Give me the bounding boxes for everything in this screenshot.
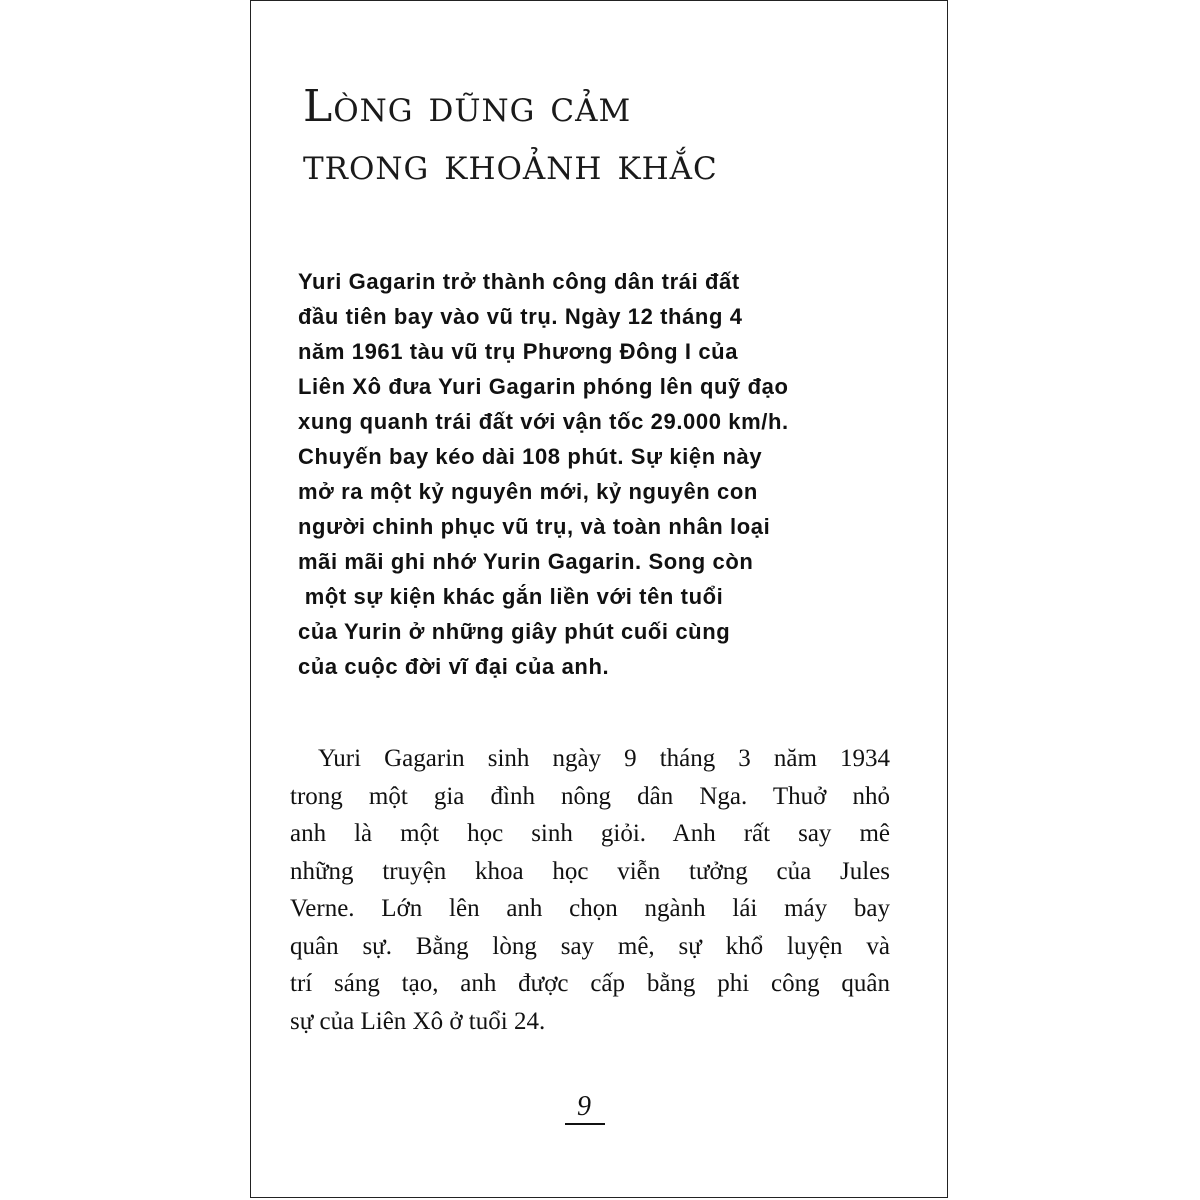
intro-line: năm 1961 tàu vũ trụ Phương Đông I của bbox=[298, 339, 739, 364]
intro-line: người chinh phục vũ trụ, và toàn nhân loại bbox=[298, 514, 771, 539]
intro-line: đầu tiên bay vào vũ trụ. Ngày 12 tháng 4 bbox=[298, 304, 743, 329]
body-line: trong một gia đình nông dân Nga. Thuở nhỏ bbox=[290, 782, 890, 810]
intro-line: của Yurin ở những giây phút cuối cùng bbox=[298, 619, 731, 644]
intro-line: mãi mãi ghi nhớ Yurin Gagarin. Song còn bbox=[298, 549, 754, 574]
intro-line: một sự kiện khác gắn liền với tên tuổi bbox=[298, 584, 724, 609]
page-number: 9 bbox=[577, 1091, 591, 1122]
body-line: anh là một học sinh giỏi. Anh rất say mê bbox=[290, 820, 890, 847]
chapter-title-line-1: Lòng dũng cảm bbox=[303, 81, 632, 132]
intro-line: mở ra một kỷ nguyên mới, kỷ nguyên con bbox=[298, 479, 758, 504]
body-line: trí sáng tạo, anh được cấp bằng phi công quân bbox=[290, 970, 890, 997]
page-number-underline bbox=[565, 1123, 605, 1125]
body-line: sự của Liên Xô ở tuổi 24. bbox=[290, 1007, 546, 1035]
chapter-title-line-2: trong khoảnh khắc bbox=[303, 139, 718, 190]
intro-line: Yuri Gagarin trở thành công dân trái đất bbox=[298, 269, 740, 294]
intro-line: xung quanh trái đất với vận tốc 29.000 km/h. bbox=[298, 409, 789, 434]
body-line: quân sự. Bằng lòng say mê, sự khổ luyện và bbox=[290, 932, 890, 960]
intro-line: Chuyến bay kéo dài 108 phút. Sự kiện này bbox=[298, 444, 763, 469]
intro-line: của cuộc đời vĩ đại của anh. bbox=[298, 654, 610, 679]
body-line: những truyện khoa học viễn tưởng của Jules bbox=[290, 857, 890, 885]
intro-paragraph bbox=[298, 264, 898, 684]
body-line: Verne. Lớn lên anh chọn ngành lái máy bay bbox=[290, 895, 890, 922]
body-line: Yuri Gagarin sinh ngày 9 tháng 3 năm 1934 bbox=[318, 745, 890, 772]
body-paragraph bbox=[290, 740, 892, 1040]
intro-line: Liên Xô đưa Yuri Gagarin phóng lên quỹ đạo bbox=[298, 374, 789, 399]
chapter-title bbox=[303, 78, 718, 194]
